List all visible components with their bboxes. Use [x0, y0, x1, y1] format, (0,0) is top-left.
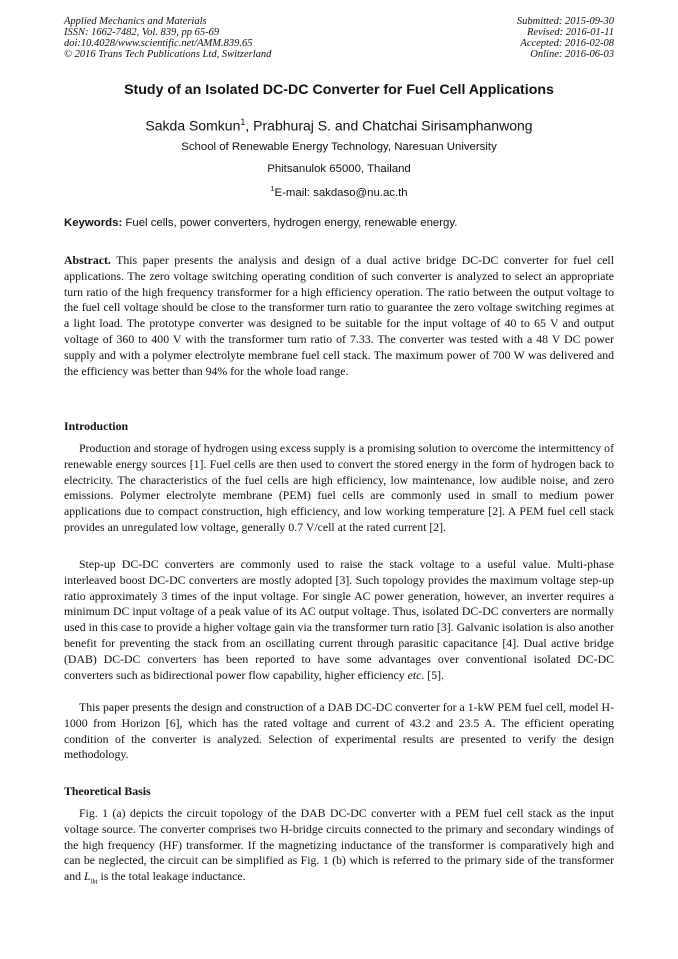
keywords-text: Fuel cells, power converters, hydrogen energy, renewable energy. [122, 217, 458, 229]
affiliation-email [64, 182, 614, 200]
abstract [64, 253, 614, 379]
keywords [64, 216, 614, 231]
leakage-inductance-symbol: $L_{lkt}$ [83, 869, 98, 886]
intro-paragraph-1: Production and storage of hydrogen using excess supply is a promising solution to overcome the intermittency of renewable energy sources [1]. Fuel cells are then used to convert the stored energy in the form of hydrogen back to electricity. The characteristics of the fuel cells are high efficiency, low maintenance, low audible noise, and zero emissions. Polymer electrolyte membrane (PEM) fuel cells are commonly used in small to medium power applications due to compact construction, high efficiency, and low working temperature [2]. A PEM fuel cell stack provides an unregulated low voltage, generally 0.7 V/cell at the rated current [2]. [64, 441, 614, 534]
theory-p1-text: Fig. 1 (a) depicts the circuit topology of the DAB DC-DC converter with a PEM fuel cell stack as the input voltage source. The converter comprises two H-bridge circuits connected to the primary and secondary windings of the high frequency (HF) transformer. If the magnetizing inductance of the transformer is comparatively high and can be neglected, the circuit can be simplified as Fig. 1 (b) which is referred to the primary side of the transformer and [64, 806, 614, 884]
journal-issn: ISSN: 1662-7482, Vol. 839, pp 65-69 [64, 27, 220, 38]
abstract-text: This paper presents the analysis and design of a dual active bridge DC-DC converter for fuel cell applications. The zero voltage switching operating condition of such converter is analyzed to select an appropriate turn ratio of the high frequency transformer for a high efficiency operation. The ratio between the output voltage to the fuel cell voltage should be close to the transformer turn ratio to guarantee the zero voltage switching regimes at a light load. The prototype converter was designed to be suitable for the input voltage of 40 to 65 V and output voltage of 360 to 400 V with the transformer turn ratio of 7.33. The converter was tested with a 48 V DC power supply and with a polymer electrolyte membrane fuel cell stack. The maximum power of 700 W was delivered and the efficiency was better than 94% for the whole load range. [64, 253, 614, 378]
keywords-label: Keywords: [64, 217, 123, 229]
journal-info [64, 16, 271, 60]
intro-paragraph-3: This paper presents the design and construction of a DAB DC-DC converter for a 1-kW PEM fuel cell, model H-1000 from Horizon [6], which has the rated voltage and current of 43.2 and 23.5 A. The efficient operating condition of the converter is analyzed. Selection of experimental results are presented to verify the design methodology. [64, 700, 614, 762]
affiliation-institution: School of Renewable Energy Technology, Naresuan University [181, 141, 497, 153]
paper-title: Study of an Isolated DC-DC Converter for Fuel Cell Applications [124, 82, 554, 98]
intro-paragraph-2 [64, 557, 614, 683]
intro-p2-text: Step-up DC-DC converters are commonly used to raise the stack voltage to a useful value. Multi-phase interleaved boost DC-DC converters are mostly adopted [3]. Such topology provides the maximum voltage step-up ratio approximately 3 times of the input voltage. For single AC power generation, however, an inverter requires a minimum DC input voltage of a peak value of its AC output voltage. Thus, isolated DC-DC converters are normally used in this case to provide a higher voltage gain via the transformer turn ratio [3]. Galvanic isolation is also another benefit for preventing the stack from an oscillating current through parasitic capacitance [4]. Dual active bridge (DAB) DC-DC converters has been reported to have some advantages over conventional isolated DC-DC converters such as bidirectional power flow capability, higher efficiency [64, 557, 614, 682]
submission-dates [517, 16, 614, 60]
intro-p2-etc: etc [407, 667, 422, 682]
theory-paragraph-1 [64, 806, 614, 890]
section-heading-theory: Theoretical Basis [64, 784, 151, 798]
theory-p1-end: is the total leakage inductance. [97, 869, 246, 884]
journal-copyright: © 2016 Trans Tech Publications Ltd, Switzerland [64, 49, 272, 60]
date-accepted: Accepted: 2016-02-08 [520, 38, 614, 49]
date-revised: Revised: 2016-01-11 [527, 27, 614, 38]
email-mark: 1 [270, 184, 275, 193]
affiliation-city: Phitsanulok 65000, Thailand [267, 163, 411, 175]
date-online: Online: 2016-06-03 [530, 49, 614, 60]
abstract-label: Abstract. [64, 253, 111, 267]
intro-p2-end: . [5]. [421, 667, 444, 682]
journal-name: Applied Mechanics and Materials [64, 16, 207, 27]
section-heading-introduction: Introduction [64, 419, 129, 433]
date-submitted: Submitted: 2015-09-30 [516, 16, 614, 27]
author-mark: 1 [240, 117, 246, 127]
author-rest: , Prabhuraj S. and Chatchai Sirisamphanwong [245, 117, 533, 134]
author-list [64, 113, 614, 135]
author-first: Sakda Somkun [145, 117, 241, 134]
journal-doi: doi:10.4028/www.scientific.net/AMM.839.65 [64, 38, 253, 49]
email-text: E-mail: sakdaso@nu.ac.th [274, 186, 408, 199]
